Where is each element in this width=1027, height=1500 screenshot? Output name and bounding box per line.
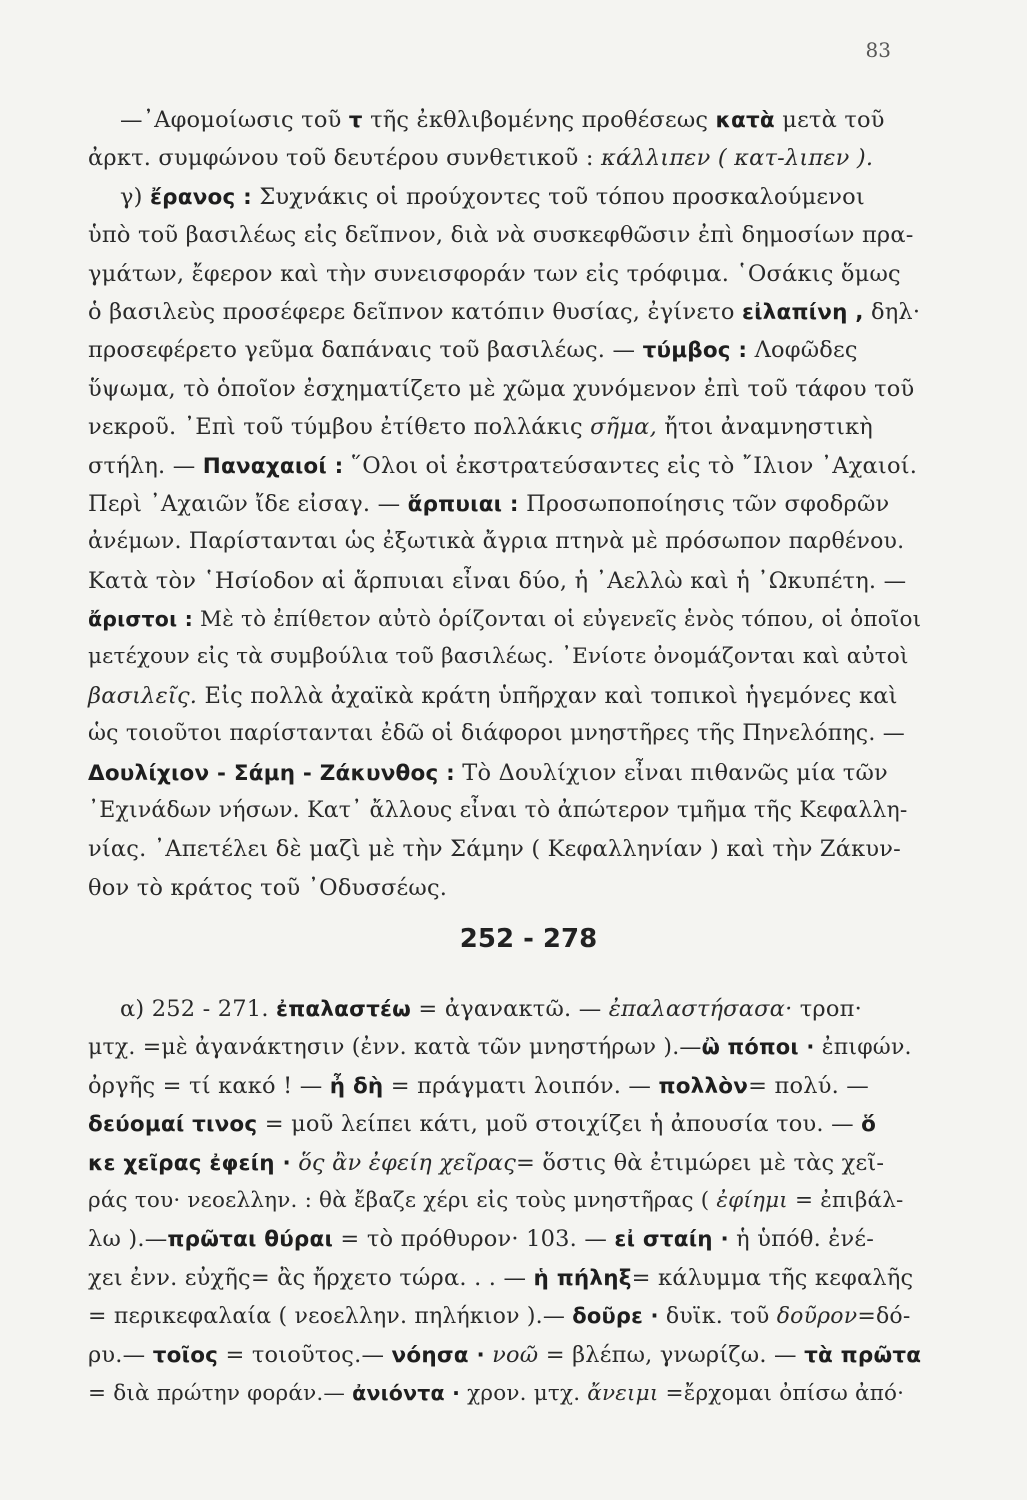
text-run: ὁ βασιλεὺς προσέφερε δεῖπνον κατόπιν θυσίας, ἐγίνετο (88, 298, 742, 325)
headword: πρῶται θύραι (167, 1227, 334, 1253)
section-heading: 252 - 278 (459, 924, 598, 954)
text-run: ἀνέμων. Παρίστανται ὡς ἐξωτικὰ ἄγρια πτηνὰ μὲ πρόσωπον παρθένου. (88, 529, 905, 555)
text-run: μετέχουν εἰς τὰ συμβούλια τοῦ βασιλέως. ᾿Ενίοτε ὀνομάζονται καὶ αὐτοὶ (88, 644, 909, 670)
italic-term: σῆμα, (590, 414, 657, 441)
text-run: Κατὰ τὸν ῾Ησίοδον αἱ ἅρπυιαι εἶναι δύο, ἡ ᾿Αελλὼ καὶ ἡ ᾿Ωκυπέτη. — (88, 567, 907, 594)
text-line (88, 331, 920, 369)
italic-term: βασιλεῖς. (88, 682, 198, 709)
text-run: Περὶ ᾿Αχαιῶν ἴδε εἰσαγ. — (88, 490, 408, 517)
text-run: ἐπιφών. (814, 1035, 912, 1061)
text-run: νεκροῦ. ᾿Επὶ τοῦ τύμβου ἐτίθετο πολλάκις (88, 414, 591, 441)
headword: τ (348, 108, 363, 133)
text-run: =ἔρχομαι ὀπίσω ἀπό· (658, 1380, 905, 1406)
text-run: προσεφέρετο γεῦμα δαπάναις τοῦ βασιλέως. — (88, 337, 643, 364)
text-line (88, 293, 920, 331)
headword: ἅρπυιαι : (407, 491, 519, 517)
text-run: Συχνάκις οἱ προύχοντες τοῦ τόπου προσκαλούμενοι (251, 183, 865, 210)
text-run: χρον. μτχ. (460, 1380, 588, 1406)
text-line (88, 139, 920, 177)
text-run: Μὲ τὸ ἐπίθετον αὐτὸ ὁρίζονται οἱ εὐγενεῖς ἑνὸς τόπου, οἱ ὁποῖοι (193, 607, 922, 633)
text-line (88, 1067, 920, 1105)
text-run: =δό- (857, 1304, 911, 1330)
text-run: = περικεφαλαία ( νεοελλην. πηλήκιον ).— (88, 1304, 573, 1330)
text-run: τροπ· (792, 996, 862, 1022)
text-run: γ) (120, 183, 150, 210)
text-line (88, 600, 920, 638)
headword: ἀνιόντα · (352, 1380, 461, 1405)
headword: ἔρανος : (149, 184, 252, 210)
headword: πολλὸν (658, 1073, 749, 1099)
text-line (88, 990, 920, 1028)
text-run: Τὸ Δουλίχιον εἶναι πιθανῶς μία τῶν (454, 759, 888, 786)
text-run: ἤτοι ἀναμνηστικὴ (656, 414, 873, 441)
headword: εἰ σταίη · (614, 1227, 729, 1253)
headword: δοῦρε · (572, 1304, 659, 1329)
text-line (88, 1028, 920, 1066)
text-run: α) 252 - 271. (120, 996, 277, 1022)
commentary-block (88, 101, 920, 907)
text-run: = πράγματι λοιπόν. — (383, 1072, 659, 1099)
text-line (88, 1144, 920, 1182)
text-run: ὕψωμα, τὸ ὁποῖον ἐσχηματίζετο μὲ χῶμα χυνόμενον ἐπὶ τοῦ τάφου τοῦ (88, 375, 915, 402)
text-run: ρυ.— (88, 1341, 153, 1368)
headword: ἐπαλαστέω (276, 997, 412, 1022)
headword: ἡ πήληξ (533, 1265, 632, 1291)
text-run: = μοῦ λείπει κάτι, μοῦ στοιχίζει ἡ ἀπουσία του. — (257, 1111, 862, 1138)
headword: δεύομαί τινος (88, 1112, 258, 1138)
text-run: ὑπὸ τοῦ βασιλέως εἰς δεῖπνον, διὰ νὰ συσκεφθῶσιν ἐπὶ δημοσίων πρα- (88, 222, 914, 249)
headword: εἰλαπίνη , (741, 299, 864, 325)
text-run: —᾿Αφομοίωσις τοῦ (120, 107, 349, 133)
headword: ἦ δὴ (329, 1073, 384, 1099)
text-run: ράς του· νεοελλην. : θὰ ἔβαζε χέρι εἰς τοὺς μνηστῆρας ( (88, 1187, 717, 1213)
text-line (88, 178, 920, 216)
headword: τὰ πρῶτα (804, 1342, 922, 1368)
text-run: χει ἐνν. εὐχῆς= ἂς ἤρχετο τώρα. . . — (88, 1264, 534, 1291)
headword: ὢ πόποι · (701, 1035, 815, 1060)
headword: κατὰ (715, 108, 775, 133)
text-run: δυϊκ. τοῦ (658, 1304, 777, 1330)
italic-term: ἄνειμι (587, 1380, 659, 1406)
text-line (88, 677, 920, 715)
text-line (88, 216, 920, 254)
italic-term: ἐπαλαστήσασα· (608, 996, 793, 1022)
text-run: = ἀγανακτῶ. — (411, 996, 609, 1022)
text-line (88, 1297, 920, 1335)
text-line (88, 638, 920, 676)
headword: ἄριστοι : (88, 607, 194, 632)
text-run: στήλη. — (88, 452, 203, 479)
text-run: = κάλυμμα τῆς κεφαλῆς (631, 1264, 914, 1291)
text-line (88, 523, 920, 561)
text-run: γμάτων, ἔφερον καὶ τὴν συνεισφοράν των εἰς τρόφιμα. ῾Οσάκις ὅμως (88, 260, 901, 287)
text-run: = ὅστις θὰ ἐτιμώρει μὲ τὰς χεῖ- (516, 1149, 885, 1176)
page-number: 83 (865, 38, 891, 62)
headword: κε χεῖρας ἐφείη · (88, 1150, 291, 1176)
text-run: ᾿Εχινάδων νήσων. Κατ᾿ ἄλλους εἶναι τὸ ἀπώτερον τμῆμα τῆς Κεφαλλη- (88, 798, 908, 824)
italic-term: νοῶ (492, 1341, 539, 1368)
text-run: Προσωποποίησις τῶν σφοδρῶν (518, 490, 890, 517)
text-line (88, 408, 920, 446)
headword: τοῖος (152, 1342, 219, 1368)
text-line (88, 1105, 920, 1143)
italic-term: ἐφίημι (716, 1187, 788, 1213)
text-line (88, 447, 920, 485)
text-run: ὀργῆς = τί κακό ! — (88, 1072, 330, 1099)
text-line (88, 869, 920, 907)
text-run: θον τὸ κράτος τοῦ ᾿Οδυσσέως. (88, 874, 448, 901)
text-run: = πολύ. — (748, 1072, 869, 1099)
text-run: ῞Ολοι οἱ ἐκστρατεύσαντες εἰς τὸ ῎Ιλιον ᾿Αχαιοί. (343, 452, 918, 479)
text-run: λω ).— (88, 1226, 168, 1253)
text-line (88, 255, 920, 293)
headword: νόησα · (391, 1342, 485, 1368)
text-line (88, 1259, 920, 1297)
text-run: νίας. ᾿Απετέλει δὲ μαζὶ μὲ τὴν Σάμην ( Κεφαλληνίαν ) καὶ τὴν Ζάκυν- (88, 836, 901, 863)
text-run: ὡς τοιοῦτοι παρίστανται ἐδῶ οἱ διάφοροι μνηστῆρες τῆς Πηνελόπης. — (88, 721, 905, 747)
text-run: = τὸ πρόθυρον· 103. — (333, 1226, 615, 1253)
italic-term: κάλλιπεν ( κατ-λιπεν ). (601, 145, 874, 172)
text-run: = τοιοῦτος.— (218, 1341, 392, 1368)
commentary-block-lines-252-278 (88, 990, 920, 1412)
text-run: ἡ ὑπόθ. ἐνέ- (728, 1226, 875, 1253)
text-line (88, 1336, 920, 1374)
italic-term: ὅς ἂν ἐφείη χεῖρας (298, 1149, 517, 1176)
text-line (88, 1182, 920, 1220)
text-run: τῆς ἐκθλιβομένης προθέσεως (362, 107, 716, 133)
headword: Δουλίχιον - Σάμη - Ζάκυνθος : (88, 760, 455, 786)
text-run: = ἐπιβάλ- (787, 1187, 904, 1213)
text-run: δηλ· (863, 298, 921, 325)
text-run: = διὰ πρώτην φοράν.— (88, 1380, 353, 1406)
text-line (88, 754, 920, 792)
text-line (88, 485, 920, 523)
text-run: Λοφῶδες (747, 337, 858, 364)
text-line (88, 792, 920, 830)
text-run: ἀρκτ. συμφώνου τοῦ δευτέρου συνθετικοῦ : (88, 145, 602, 172)
text-run: Εἰς πολλὰ ἀχαϊκὰ κράτη ὑπῆρχαν καὶ τοπικοὶ ἡγεμόνες καὶ (197, 682, 898, 709)
headword: Παναχαιοί : (202, 453, 344, 479)
headword: τύμβος : (642, 338, 748, 364)
text-line (88, 830, 920, 868)
text-line (88, 1220, 920, 1258)
text-line (88, 562, 920, 600)
text-line (88, 1374, 920, 1412)
text-run: μετὰ τοῦ (774, 107, 885, 133)
text-line (88, 715, 920, 753)
headword: ὅ (861, 1112, 877, 1138)
text-line (88, 370, 920, 408)
text-line (88, 101, 920, 139)
text-run: = βλέπω, γνωρίζω. — (538, 1341, 805, 1368)
italic-term: δοῦρον (776, 1304, 858, 1330)
text-run: μτχ. =μὲ ἀγανάκτησιν (ἐνν. κατὰ τῶν μνηστήρων ).— (88, 1035, 702, 1061)
